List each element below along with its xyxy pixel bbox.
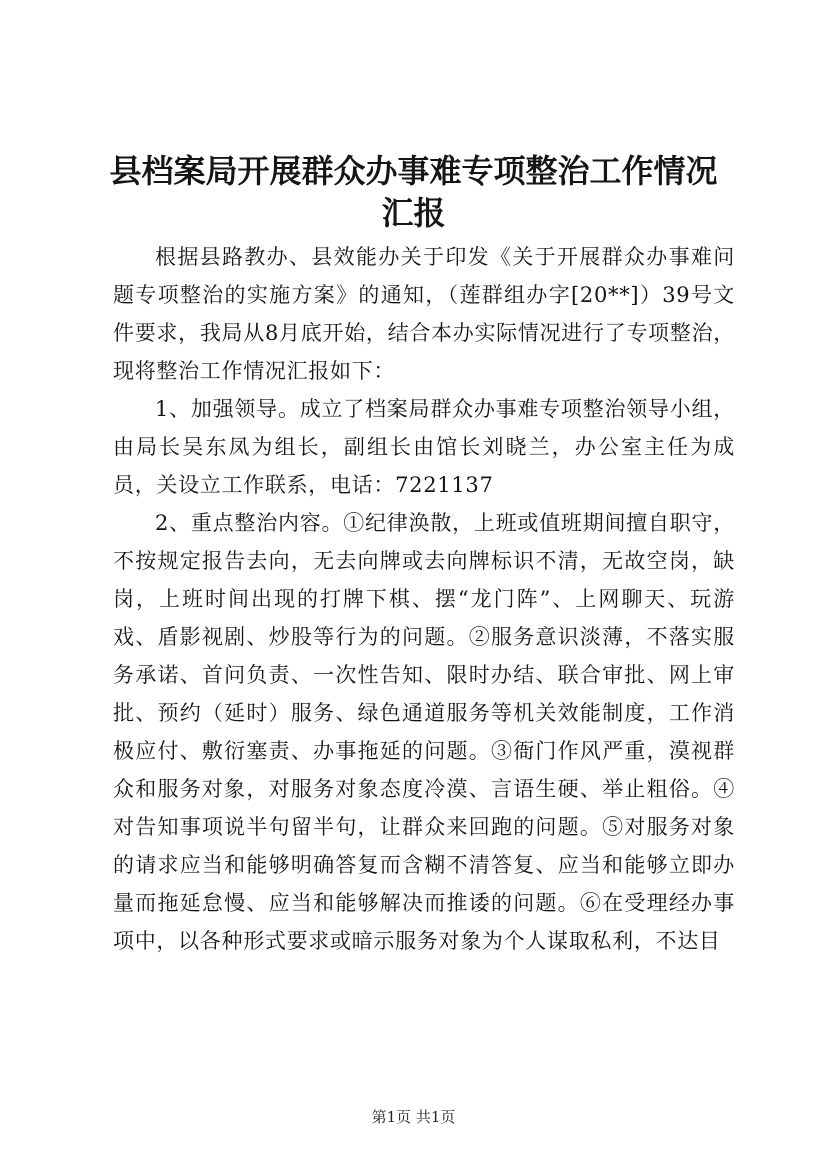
intro-paragraph: 根据县路教办、县效能办关于印发《关于开展群众办事难问题专项整治的实施方案》的通知，（莲群组办字[20**]）39号文件要求，我局从8月底开始，结合本办实际情况进行了专项整治，现将整治工作情况汇报如下： xyxy=(113,245,735,383)
rectification-paragraph: 2、重点整治内容。①纪律涣散，上班或值班期间擅自职守，不按规定报告去向，无去向牌或去向牌标识不清，无故空岗，缺岗，上班时间出现的打牌下棋、摆“龙门阵”、上网聊天、玩游戏、盾影视剧、炒股等行为的问题。②服务意识淡薄，不落实服务承诺、首问负责、一次性告知、限时办结、联合审批、网上审批、预约（延时）服务、绿色通道服务等机关效能制度，工作消极应付、敷衍塞责、办事拖延的问题。③衙门作风严重，漠视群众和服务对象，对服务对象态度冷漠、言语生硬、举止粗俗。④对告知事项说半句留半句，让群众来回跑的问题。⑤对服务对象的请求应当和能够明确答复而含糊不清答复、应当和能够立即办量而拖延怠慢、应当和能够解决而推诿的问题。⑥在受理经办事项中，以各种形式要求或暗示服务对象为个人谋取私利，不达目 xyxy=(113,511,735,953)
document-title: 县档案局开展群众办事难专项整治工作情况汇报 xyxy=(109,152,718,232)
document-body xyxy=(113,238,735,960)
page-number-footer: 第1页 共1页 xyxy=(371,1108,456,1126)
leadership-paragraph: 1、加强领导。成立了档案局群众办事难专项整治领导小组，由局长吴东凤为组长，副组长由馆长刘晓兰，办公室主任为成员，关设立工作联系，电话：7221137 xyxy=(113,397,735,497)
